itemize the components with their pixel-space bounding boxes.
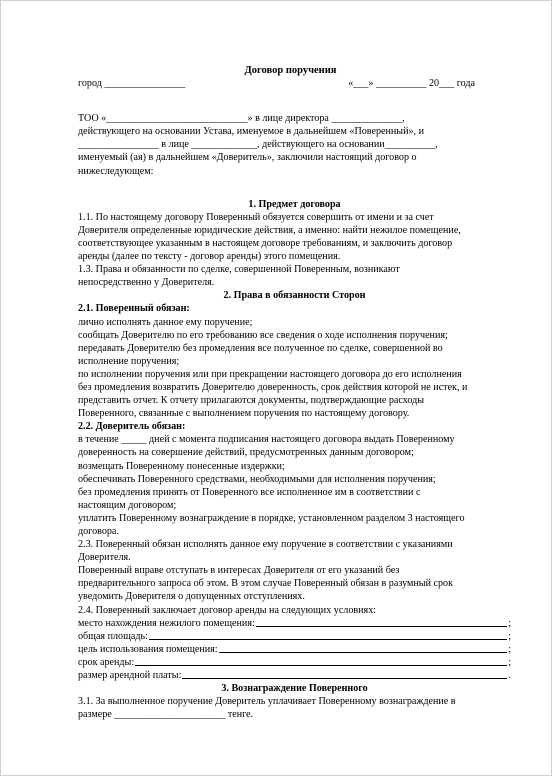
text-line: лично исполнять данное ему поручение;: [78, 316, 253, 328]
text-line: предварительного запроса об этом. В этом случае Поверенный обязан в разумный срок: [78, 578, 453, 590]
fill-field-purpose: [78, 643, 511, 656]
preamble: [78, 112, 511, 177]
text-line: передавать Доверителю без промедления все полученное по сделке, совершенной во: [78, 342, 443, 354]
section-2: [78, 289, 511, 682]
text-line: без промедления возвратить Доверителю доверенность, срок действия которой не истек, и: [78, 381, 468, 393]
field-end: ;: [508, 656, 511, 668]
text-line: исполнение поручения;: [78, 355, 180, 367]
text-line: 3.1. За выполненное поручение Доверитель уплачивает Поверенному вознаграждение в: [78, 696, 456, 708]
text-line: 2.4. Поверенный заключает договор аренды на следующих условиях:: [78, 604, 377, 616]
text-line: 1.3. Права и обязанности по сделке, совершенной Поверенным, возникают: [78, 264, 400, 276]
document-title: Договор поручения: [244, 65, 337, 76]
city-date-row: [78, 77, 511, 90]
contract-document: [78, 64, 511, 721]
text-line: представить отчет. К отчету прилагаются документы, подтверждающие расходы: [78, 395, 425, 407]
text-line: аренды (далее по тексту - договор аренды) этого помещения.: [78, 251, 341, 263]
preamble-line: ________________ в лице _____________, действующего на основании__________,: [78, 139, 438, 151]
section-1: [78, 198, 511, 290]
blank-line: [135, 656, 507, 666]
field-label: место нахождения нежилого помещения:: [78, 617, 255, 629]
preamble-line: ТОО «____________________________» в лице директора ______________,: [78, 113, 405, 125]
section-heading: 2. Права в обязанности Сторон: [223, 290, 366, 302]
subsection-heading: 2.1. Поверенный обязан:: [78, 303, 190, 315]
field-label: срок аренды:: [78, 656, 135, 668]
fill-field-location: [78, 617, 511, 630]
city-line: город ________________: [78, 78, 186, 90]
field-end: ;: [508, 630, 511, 642]
preamble-line: действующего на основании Устава, именуемое в дальнейшем «Поверенный», и: [78, 126, 424, 138]
section-heading: 1. Предмет договора: [248, 198, 341, 210]
section-3: [78, 682, 511, 721]
text-line: размере ______________________ тенге.: [78, 709, 254, 721]
subsection-heading: 2.2. Доверитель обязан:: [78, 421, 186, 433]
field-end: ;: [508, 643, 511, 655]
blank-line: [256, 617, 507, 627]
blank-line: [149, 630, 507, 640]
field-end: .: [508, 670, 511, 682]
text-line: Поверенного, связанные с выполнением поручения по настоящему договору.: [78, 408, 410, 420]
text-line: Доверителя определенные юридические действия, а именно: найти нежилое помещение,: [78, 224, 461, 236]
text-line: сообщать Доверителю по его требованию все сведения о ходе исполнения поручения;: [78, 329, 448, 341]
text-line: 1.1. По настоящему договору Поверенный обязуется совершить от имени и за счет: [78, 211, 434, 223]
field-label: цель использования помещения:: [78, 643, 218, 655]
field-end: ;: [508, 617, 511, 629]
field-label: общая площадь:: [78, 630, 148, 642]
text-line: настоящим договором;: [78, 499, 177, 511]
text-line: Поверенный вправе отступать в интересах Доверителя от его указаний без: [78, 565, 400, 577]
date-line: «___» __________ 20___ года: [348, 78, 475, 90]
text-line: без промедления принять от Поверенного все исполненное им в соответствии с: [78, 486, 421, 498]
fill-field-area: [78, 630, 511, 643]
text-line: Доверителя.: [78, 552, 131, 564]
text-line: 2.3. Поверенный обязан исполнять данное ему поручение в соответствии с указаниями: [78, 539, 453, 551]
field-label: размер арендной платы:: [78, 670, 182, 682]
preamble-line: нижеследующем:: [78, 165, 154, 177]
text-line: доверенность на совершение действий, предусмотренных данным договором;: [78, 447, 414, 459]
text-line: возмещать Поверенному понесенные издержки;: [78, 460, 285, 472]
blank-line: [219, 643, 508, 653]
text-line: уведомить Доверителя о допущенных отступлениях.: [78, 591, 305, 603]
section-heading: 3. Вознаграждение Поверенного: [221, 683, 368, 695]
fill-field-rent: [78, 669, 511, 682]
text-line: по исполнении поручения или при прекращении настоящего договора до его исполнения: [78, 368, 462, 380]
text-line: соответствующее указанным в настоящем договоре требованиям, и заключить договор: [78, 237, 453, 249]
text-line: договора.: [78, 526, 119, 537]
fill-field-term: [78, 656, 511, 669]
preamble-line: именуемый (ая) в дальнейшем «Доверитель», заключили настоящий договор о: [78, 152, 417, 164]
text-line: уплатить Поверенному вознаграждение в порядке, установленном разделом 3 настоящего: [78, 512, 465, 524]
text-line: непосредственно у Доверителя.: [78, 277, 215, 289]
text-line: обеспечивать Поверенного средствами, необходимыми для исполнения поручения;: [78, 473, 436, 485]
text-line: в течение _____ дней с момента подписания настоящего договора выдать Поверенному: [78, 434, 455, 446]
blank-line: [182, 669, 507, 679]
